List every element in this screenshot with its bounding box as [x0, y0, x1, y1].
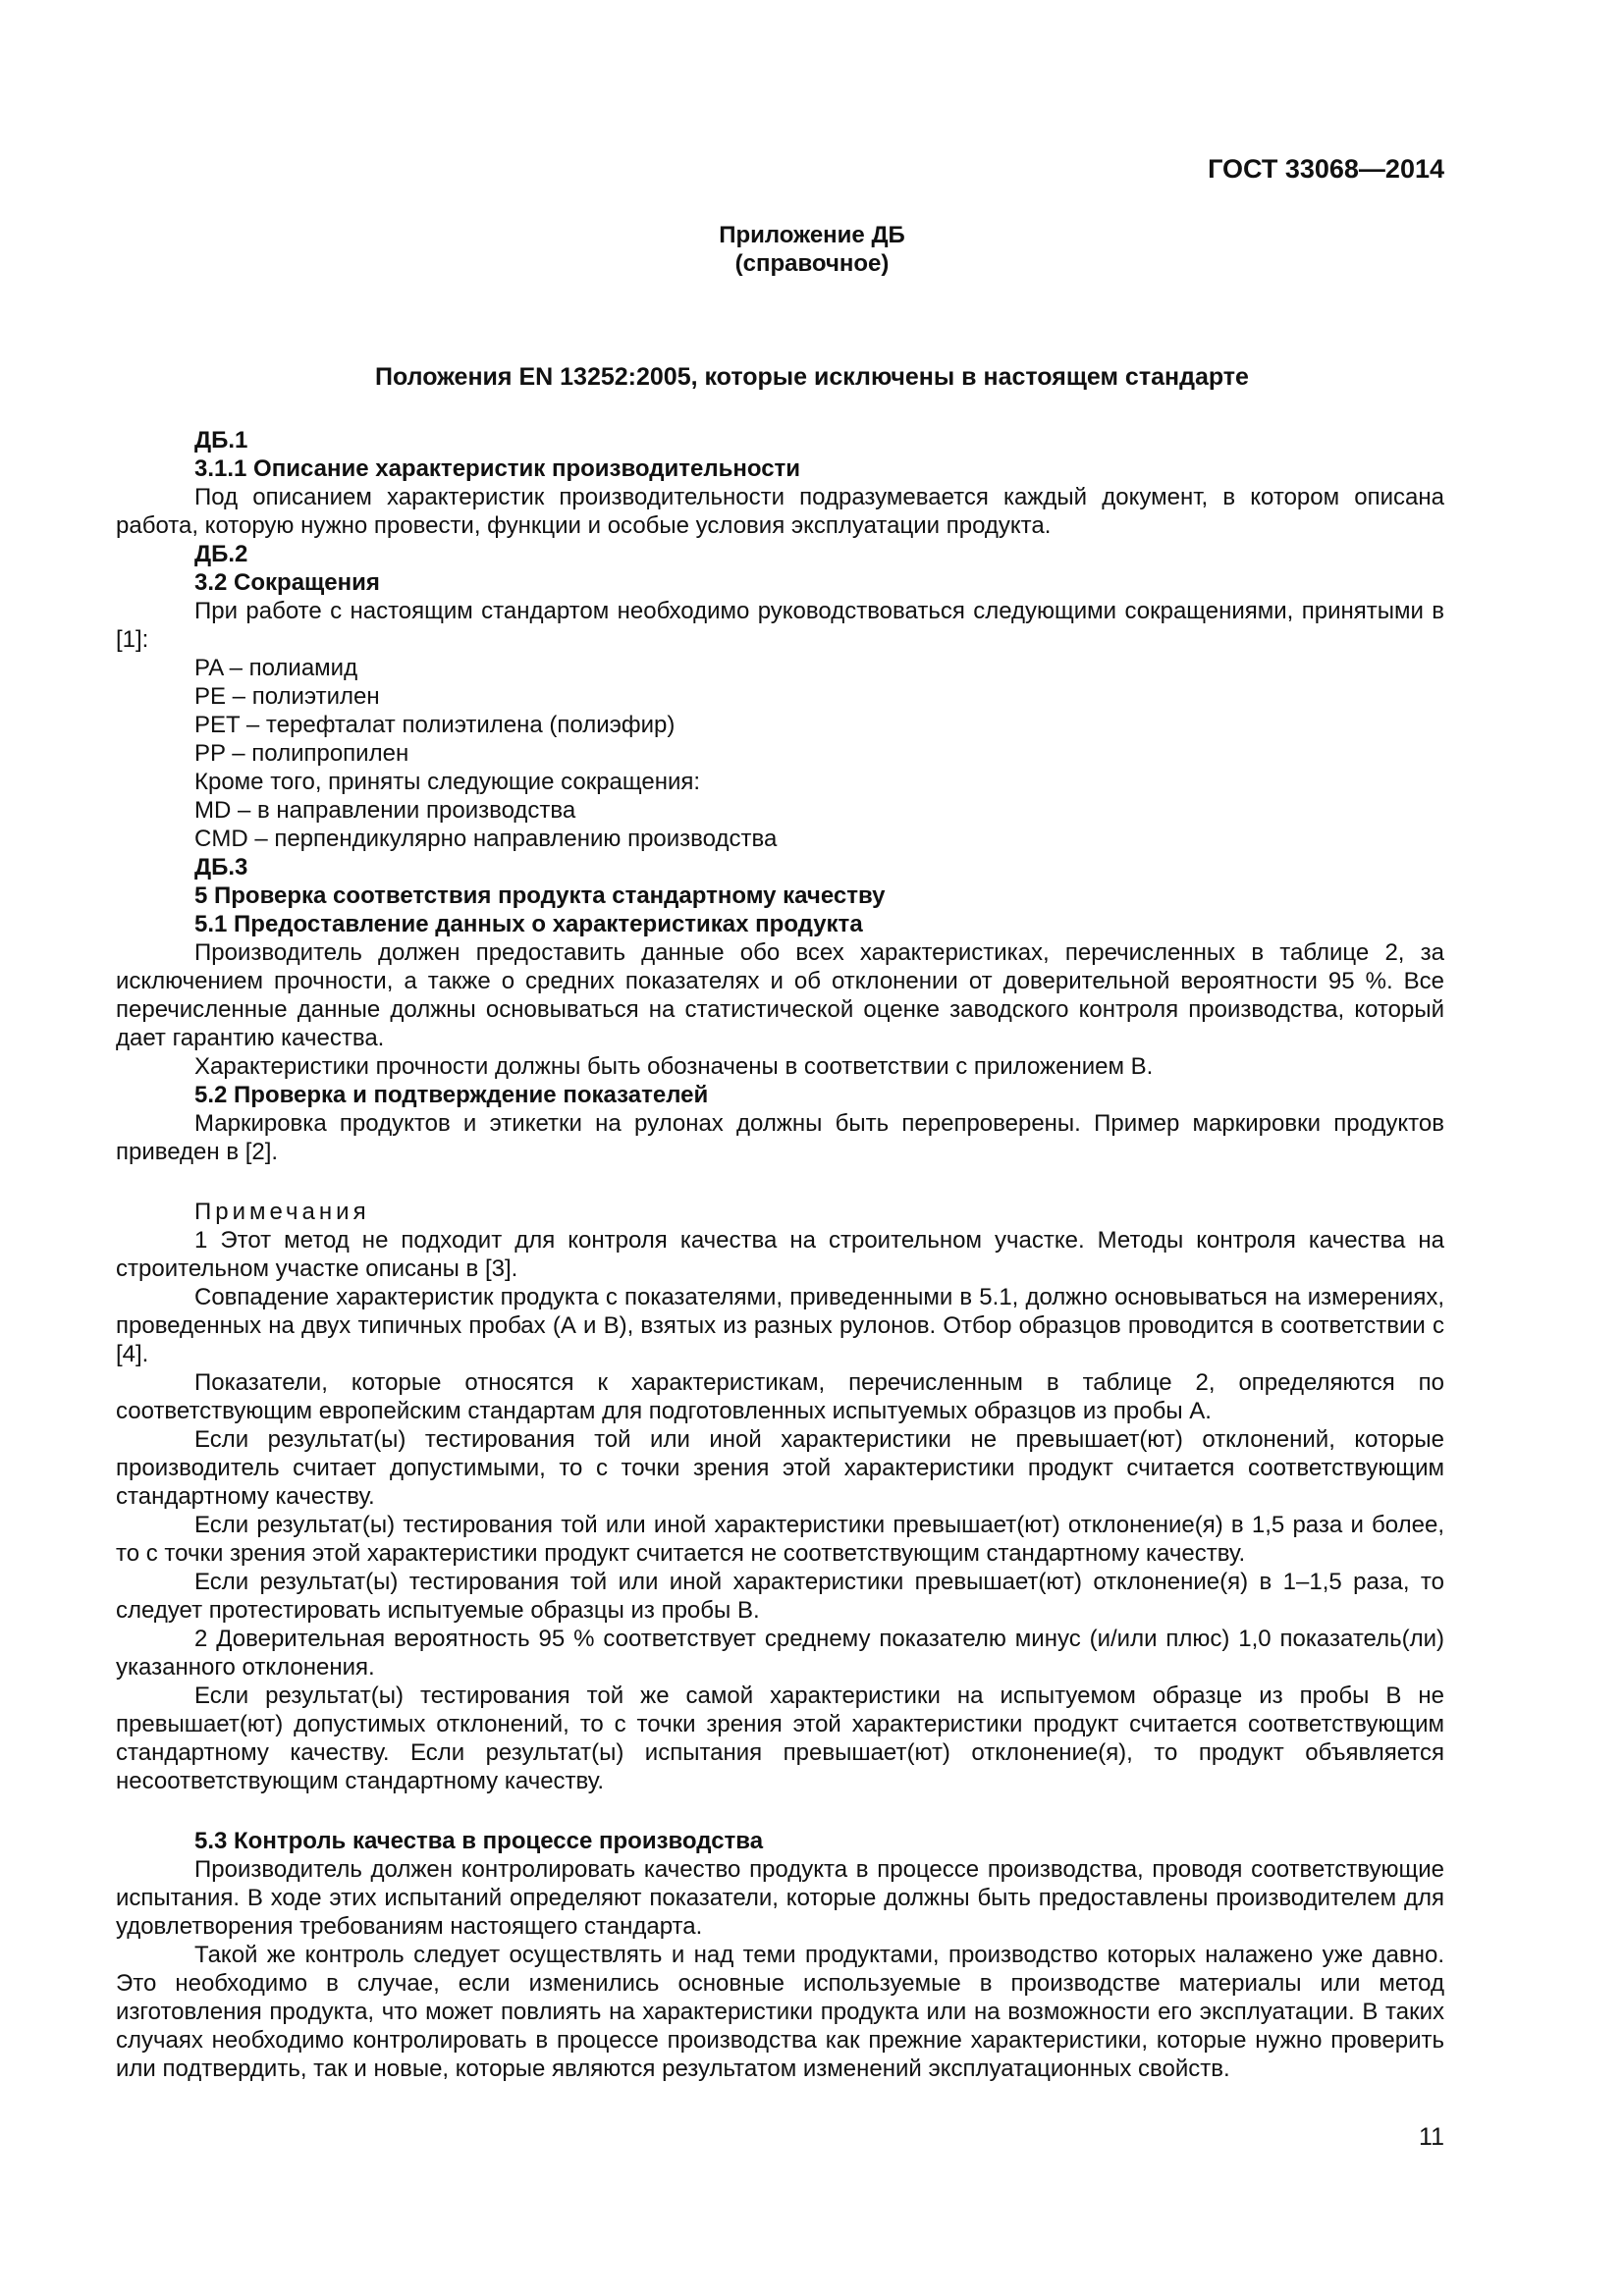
standard-number: ГОСТ 33068—2014 [1208, 154, 1444, 184]
paragraph: Производитель должен контролировать качество продукта в процессе производства, проводя соответствующие испытания. В ходе этих испытаний определяют показатели, которые должны быть предоставлены производителем для удовлетворения требованиям настоящего стандарта. [116, 1856, 1444, 1940]
document-body [116, 426, 1444, 2083]
paragraph: Маркировка продуктов и этикетки на рулонах должны быть перепроверены. Пример маркировки продуктов приведен в [2]. [116, 1110, 1444, 1165]
section-title: Положения EN 13252:2005, которые исключены в настоящем стандарте [375, 363, 1249, 391]
page-number: 11 [1419, 2123, 1444, 2151]
note-paragraph: Если результат(ы) тестирования той или иной характеристики превышает(ют) отклонение(я) в 1–1,5 раза, то следует протестировать испытуемые образцы из пробы В. [116, 1569, 1444, 1624]
clause-db3: ДБ.3 [194, 854, 248, 881]
paragraph: При работе с настоящим стандартом необходимо руководствоваться следующими сокращениями, принятыми в [1]: [116, 598, 1444, 653]
note-paragraph: Если результат(ы) тестирования той или иной характеристики превышает(ют) отклонение(я) в 1,5 раза и более, то с точки зрения этой характеристики продукт считается не соответствующим стандартному качеству. [116, 1512, 1444, 1567]
note-paragraph: Показатели, которые относятся к характеристикам, перечисленным в таблице 2, определяются по соответствующим европейским стандартам для подготовленных испытуемых образцов из пробы А. [116, 1369, 1444, 1424]
note-paragraph: 2 Доверительная вероятность 95 % соответствует среднему показателю минус (и/или плюс) 1,0 показатель(ли) указанного отклонения. [116, 1626, 1444, 1681]
abbreviation-item: PET – терефталат полиэтилена (полиэфир) [194, 712, 676, 738]
note-paragraph: Совпадение характеристик продукта с показателями, приведенными в 5.1, должно основываться на измерениях, проведенных на двух типичных пробах (А и В), взятых из разных рулонов. Отбор образцов проводится в соответствии с [4]. [116, 1284, 1444, 1367]
note-paragraph: Если результат(ы) тестирования той же самой характеристики на испытуемом образце из пробы В не превышает(ют) допустимых отклонений, то с точки зрения этой характеристики продукт считается соответствующим стандартному качеству. Если результат(ы) испытания превышает(ют) отклонение(я), то продукт объявляется несоответствующим стандартному качеству. [116, 1682, 1444, 1794]
clause-heading: 5.2 Проверка и подтверждение показателей [194, 1082, 709, 1108]
clause-db2: ДБ.2 [194, 541, 248, 567]
annex-title: Приложение ДБ [719, 222, 905, 248]
clause-heading: 3.2 Сокращения [194, 569, 380, 596]
clause-heading: 5.1 Предоставление данных о характеристиках продукта [194, 911, 863, 937]
notes-heading: Примечания [194, 1199, 370, 1225]
note-paragraph: Если результат(ы) тестирования той или иной характеристики не превышает(ют) отклонений, которые производитель считает допустимыми, то с точки зрения этой характеристики продукт считается соответствующим стандартному качеству. [116, 1426, 1444, 1510]
annex-type: (справочное) [734, 250, 890, 277]
paragraph: Характеристики прочности должны быть обозначены в соответствии с приложением В. [194, 1053, 1154, 1080]
note-paragraph: 1 Этот метод не подходит для контроля качества на строительном участке. Методы контроля качества на строительном участке описаны в [3]. [116, 1227, 1444, 1282]
abbreviation-item: CMD – перпендикулярно направлению производства [194, 826, 778, 852]
clause-heading: 5.3 Контроль качества в процессе производства [194, 1828, 764, 1854]
abbreviation-item: PP – полипропилен [194, 740, 409, 767]
abbreviation-item: MD – в направлении производства [194, 797, 576, 824]
clause-db1: ДБ.1 [194, 427, 248, 454]
abbreviation-item: PA – полиамид [194, 655, 358, 681]
abbreviation-item: PE – полиэтилен [194, 683, 380, 710]
paragraph: Такой же контроль следует осуществлять и над теми продуктами, производство которых налажено уже давно. Это необходимо в случае, если изменились основные используемые в производстве материалы или метод изготовления продукта, что может повлиять на характеристики продукта или на возможности его эксплуатации. В таких случаях необходимо контролировать в процессе производства как прежние характеристики, которые нужно проверить или подтвердить, так и новые, которые являются результатом изменений эксплуатационных свойств. [116, 1942, 1444, 2082]
paragraph: Кроме того, приняты следующие сокращения: [194, 769, 701, 795]
paragraph: Под описанием характеристик производительности подразумевается каждый документ, в котором описана работа, которую нужно провести, функции и особые условия эксплуатации продукта. [116, 484, 1444, 539]
paragraph: Производитель должен предоставить данные обо всех характеристиках, перечисленных в таблице 2, за исключением прочности, а также о средних показателях и об отклонении от доверительной вероятности 95 %. Все перечисленные данные должны основываться на статистической оценке заводского контроля производства, который дает гарантию качества. [116, 939, 1444, 1051]
clause-heading: 3.1.1 Описание характеристик производительности [194, 455, 801, 482]
clause-heading: 5 Проверка соответствия продукта стандартному качеству [194, 882, 886, 909]
annex-heading [0, 221, 1624, 278]
